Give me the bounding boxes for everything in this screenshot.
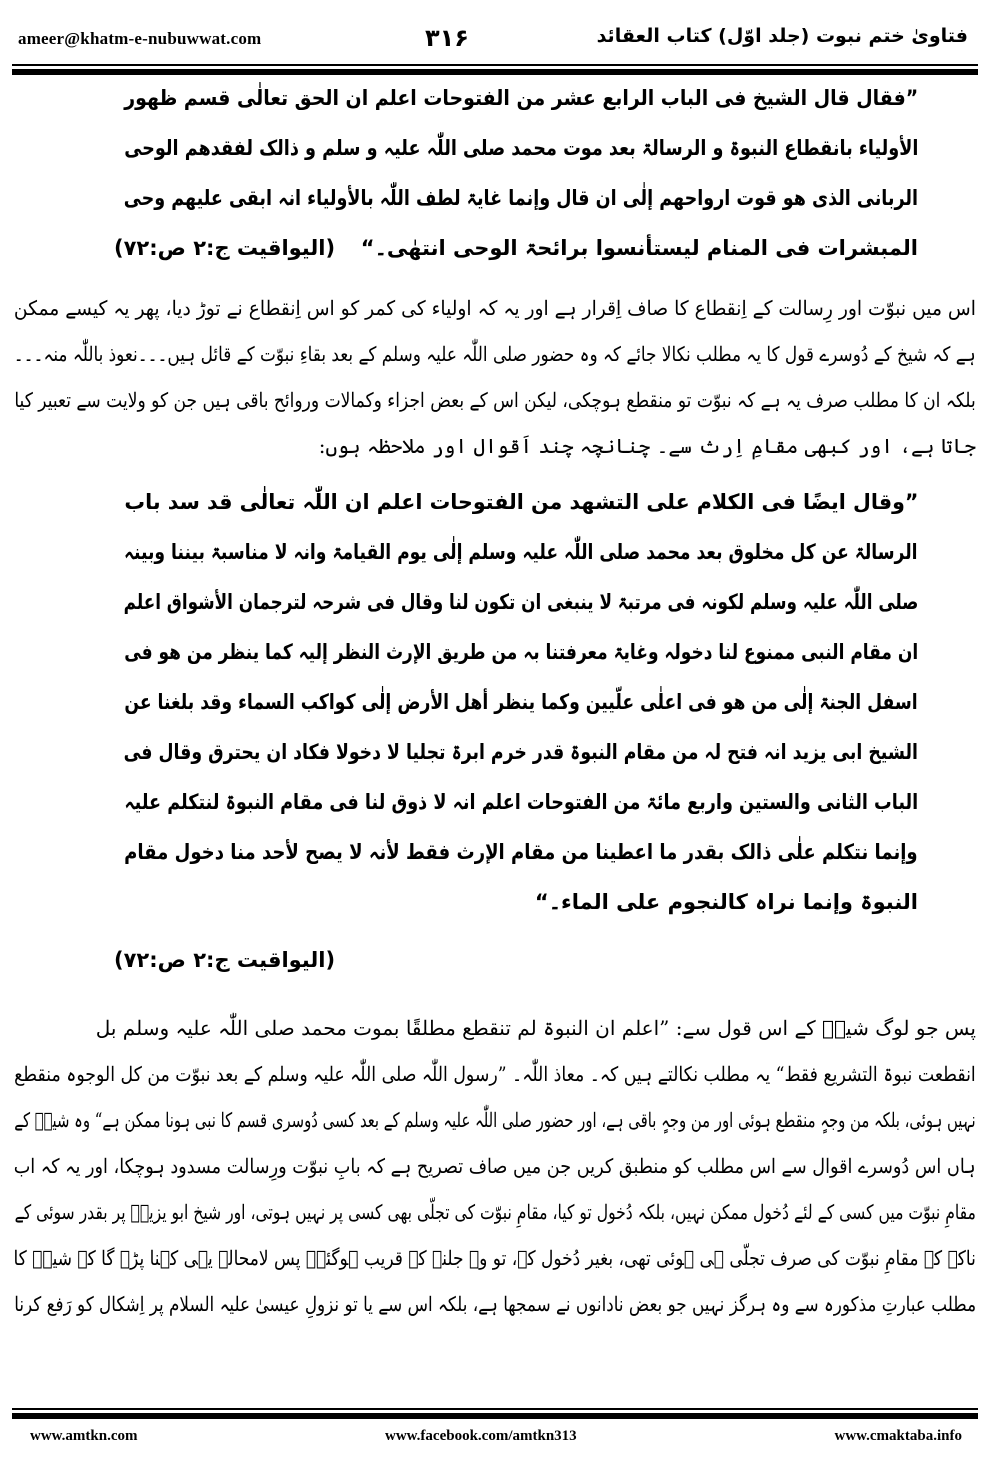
page-number: ۳۱۶ [425, 24, 469, 52]
quote1-line: المبشرات فی المنام لیستأنسوا برائحۃ الوحی انتھٰی۔“ [360, 236, 918, 260]
page-header [0, 0, 990, 60]
quote1-line: الأولیاء بانقطاع النبوۃ و الرسالۃ بعد موت محمد صلی اللّٰہ علیہ و سلم و ذالک لفقدھم الوحی [123, 136, 918, 160]
quote2-line: ان مقام النبی ممنوع لنا دخولہ وغایۃ معرفتنا بہ من طریق الإرث النظر إلیہ کما ینظر من ھو فی [124, 640, 918, 664]
paragraph-line: ہے کہ شیخ کے دُوسرے قول کا یہ مطلب نکالا جائے کہ وہ حضور صلی اللّٰہ علیہ وسلم کے بعد بقاءِ نبوّت کے قائل ہیں۔۔۔نعوذ باللّٰہ منہ۔۔۔ [14, 342, 976, 366]
book-title: فتاویٰ ختم نبوت (جلد اوّل) کتاب العقائد [596, 25, 968, 47]
header-rule-thick [12, 69, 978, 75]
page-footer [0, 1428, 990, 1458]
footer-link-facebook[interactable]: www.facebook.com/amtkn313 [385, 1428, 577, 1444]
quote2-line: ”وقال ایضًا فی الکلام علی التشھد من الفتوحات اعلم ان اللّٰہ تعالٰی قد سد باب [123, 490, 918, 514]
quote2-line: صلی اللّٰہ علیہ وسلم لکونہ فی مرتبۃ لا ینبغی ان تکون لنا وقال فی شرحہ لترجمان الأشواق اعلم [123, 590, 918, 614]
paragraph-line: اس میں نبوّت اور رِسالت کے اِنقطاع کا صاف اِقرار ہے اور یہ کہ اولیاء کی کمر کو اس اِنقطاع نے توڑ دیا، پھر یہ کیسے ممکن [13, 296, 976, 320]
quote1-line: الربانی الذی ھو قوت ارواحھم إلٰی ان قال وإنما غایۃ لطف اللّٰہ بالأولیاء انہ ابقی علیھم وحی [123, 186, 918, 210]
header-email[interactable]: ameer@khatm-e-nubuwwat.com [18, 29, 262, 48]
paragraph-line: ہاں اس دُوسرے اقوال سے اس مطلب کو منطبق کریں جن میں صاف تصریح ہے کہ بابِ نبوّت ورِسالت مسدود ہوچکا، اور یہ کہ اب [14, 1154, 976, 1178]
quote1-reference: (الیواقیت ج:۲ ص:۷۲) [114, 236, 336, 260]
footer-rule-thin [12, 1408, 978, 1410]
quote2-line: اسفل الجنۃ إلٰی من ھو فی اعلٰی علّیین وکما ینظر أھل الأرض إلٰی کواکب السماء وقد بلغنا عن [124, 690, 918, 714]
footer-link-amtkn[interactable]: www.amtkn.com [30, 1428, 138, 1444]
quote2-reference: (الیواقیت ج:۲ ص:۷۲) [114, 948, 336, 972]
header-rule-thin [12, 64, 978, 66]
paragraph-line: نہیں ہوئی، بلکہ من وجہٍ منقطع ہوئی اور من وجہٍ باقی ہے، اور حضور صلی اللّٰہ علیہ وسلم کے بعد کسی دُوسری قسم کا نبی ہونا ممکن ہے“ وہ شیخؒ کے [14, 1108, 976, 1132]
paragraph-line: مطلب عبارتِ مذکورہ سے وہ ہرگز نہیں جو بعض نادانوں نے سمجھا ہے، بلکہ اس سے یا تو نزولِ عیسیٰ علیہ السلام پر اِشکال کو رَفع کرنا [14, 1292, 976, 1316]
footer-link-cmaktaba[interactable]: www.cmaktaba.info [834, 1428, 962, 1444]
quote2-line: النبوۃ وإنما نراہ کالنجوم علی الماء۔“ [534, 890, 918, 914]
quote2-line: الباب الثانی والستین واربع مائۃ من الفتوحات اعلم انہ لا ذوق لنا فی مقام النبوۃ لنتکلم علیہ [124, 790, 918, 814]
paragraph-line: بلکہ ان کا مطلب صرف یہ ہے کہ نبوّت تو منقطع ہوچکی، لیکن اس کے بعض اجزاء وکمالات وروائح باقی ہیں جن کو ولایت سے تعبیر کیا [14, 388, 976, 412]
paragraph-line: انقطعت نبوۃ التشریع فقط“ یہ مطلب نکالتے ہیں کہ۔ معاذ اللّٰہ۔ ”رسول اللّٰہ صلی اللّٰہ علیہ وسلم کے بعد نبوّت من کل الوجوہ منقطع [14, 1062, 976, 1086]
quote1-line: ”فقال قال الشیخ فی الباب الرابع عشر من الفتوحات اعلم ان الحق تعالٰی قسم ظھور [124, 86, 918, 110]
quote2-line: الرسالۃ عن کل مخلوق بعد محمد صلی اللّٰہ علیہ وسلم إلٰی یوم القیامۃ وانہ لا مناسبۃ بیننا وبینہ [124, 540, 918, 564]
paragraph-line: پس جو لوگ شیخؒ کے اس قول سے: ”اعلم ان النبوۃ لم تنقطع مطلقًا بموت محمد صلی اللّٰہ علیہ وسلم بل [95, 1016, 976, 1040]
quote2-line: وإنما نتکلم علٰی ذالک بقدر ما اعطینا من مقام الإرث فقط لأنہ لا یصح لأحد منا دخول مقام [124, 840, 918, 864]
paragraph-line: ناکہ کے مقامِ نبوّت کی صرف تجلّی ہی ہوئی تھی، بغیر دُخول کے، تو وہ جلنے کے قریب ہوگئے۔ پس لامحالہ یہی کہنا پڑے گا کہ شیخؒ کا [13, 1246, 976, 1270]
quote2-line: الشیخ ابی یزید انہ فتح لہ من مقام النبوۃ قدر خرم ابرۃ تجلیا لا دخولا فکاد ان یحترق وقال فی [123, 740, 918, 764]
paragraph-line: مقامِ نبوّت میں کسی کے لئے دُخول ممکن نہیں، بلکہ دُخول تو کیا، مقامِ نبوّت کی تجلّی بھی کسی پر نہیں ہوتی، اور شیخ ابو یزیدؒ پر بقدر سوئی کے [14, 1200, 976, 1224]
paragraph-line: جاتا ہے، اور کبھی مقامِ اِرث سے۔ چنانچہ چند اَقوال اور ملاحظہ ہوں: [318, 434, 976, 458]
footer-rule-thick [12, 1413, 978, 1419]
